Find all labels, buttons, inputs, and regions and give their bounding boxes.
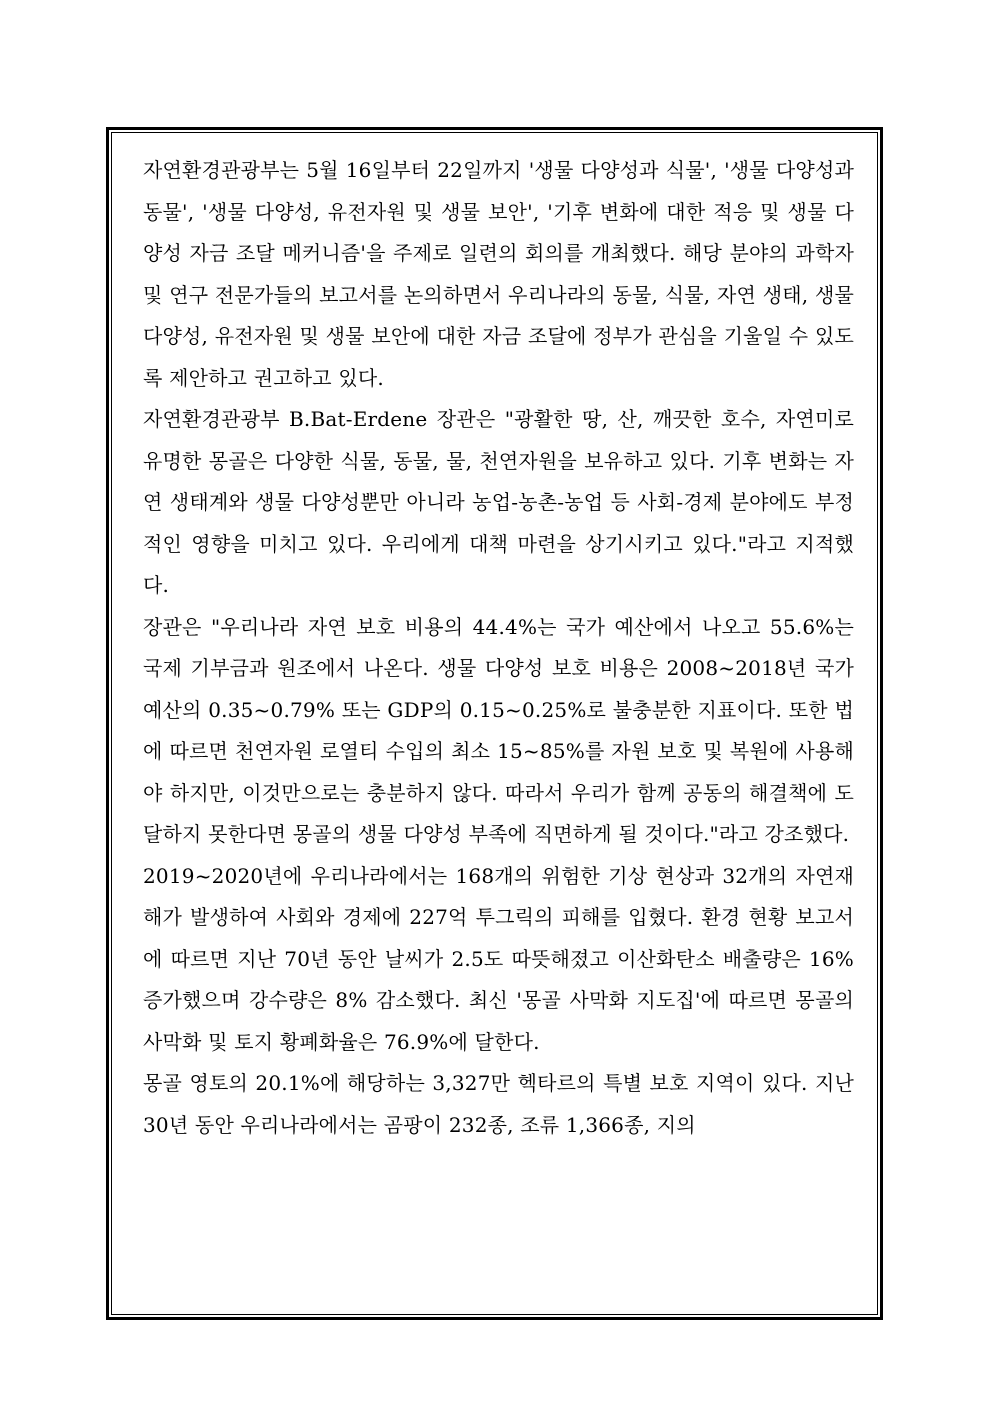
- paragraph-protected-areas: 몽골 영토의 20.1%에 해당하는 3,327만 헥타르의 특별 보호 지역이 있다. 지난 30년 동안 우리나라에서는 곰팡이 232종, 조류 1,366종, 지의: [143, 1071, 854, 1137]
- paragraph-minister-statement: 자연환경관광부 B.Bat-Erdene 장관은 "광활한 땅, 산, 깨끗한 호수, 자연미로 유명한 몽골은 다양한 식물, 동물, 물, 천연자원을 보유하고 있다. 기후 변화는 자연 생태계와 생물 다양성뿐만 아니라 농업-농촌-농업 등 사회-경제 분야에도 부정적인 영향을 미치고 있다. 우리에게 대책 마련을 상기시키고 있다."라고 지적했다.: [143, 407, 854, 597]
- paragraph-meetings: 자연환경관광부는 5월 16일부터 22일까지 '생물 다양성과 식물', '생물 다양성과 동물', '생물 다양성, 유전자원 및 생물 보안', '기후 변화에 대한 적응 및 생물 다양성 자금 조달 메커니즘'을 주제로 일련의 회의를 개최했다. 해당 분야의 과학자 및 연구 전문가들의 보고서를 논의하면서 우리나라의 동물, 식물, 자연 생태, 생물 다양성, 유전자원 및 생물 보안에 대한 자금 조달에 정부가 관심을 기울일 수 있도록 제안하고 권고하고 있다.: [143, 158, 854, 390]
- paragraph-funding: 장관은 "우리나라 자연 보호 비용의 44.4%는 국가 예산에서 나오고 55.6%는 국제 기부금과 원조에서 나온다. 생물 다양성 보호 비용은 2008~2018년 국가 예산의 0.35~0.79% 또는 GDP의 0.15~0.25%로 불충분한 지표이다. 또한 법에 따르면 천연자원 로열티 수입의 최소 15~85%를 자원 보호 및 복원에 사용해야 하지만, 이것만으로는 충분하지 않다. 따라서 우리가 함께 공동의 해결책에 도달하지 못한다면 몽골의 생물 다양성 부족에 직면하게 될 것이다."라고 강조했다.: [143, 614, 854, 846]
- paragraph-climate-impact: 2019~2020년에 우리나라에서는 168개의 위험한 기상 현상과 32개의 자연재해가 발생하여 사회와 경제에 227억 투그릭의 피해를 입혔다. 환경 현황 보고서에 따르면 지난 70년 동안 날씨가 2.5도 따뜻해졌고 이산화탄소 배출량은 16% 증가했으며 강수량은 8% 감소했다. 최신 '몽골 사막화 지도집'에 따르면 몽골의 사막화 및 토지 황폐화율은 76.9%에 달한다.: [143, 863, 854, 1054]
- article-body: [143, 150, 854, 1146]
